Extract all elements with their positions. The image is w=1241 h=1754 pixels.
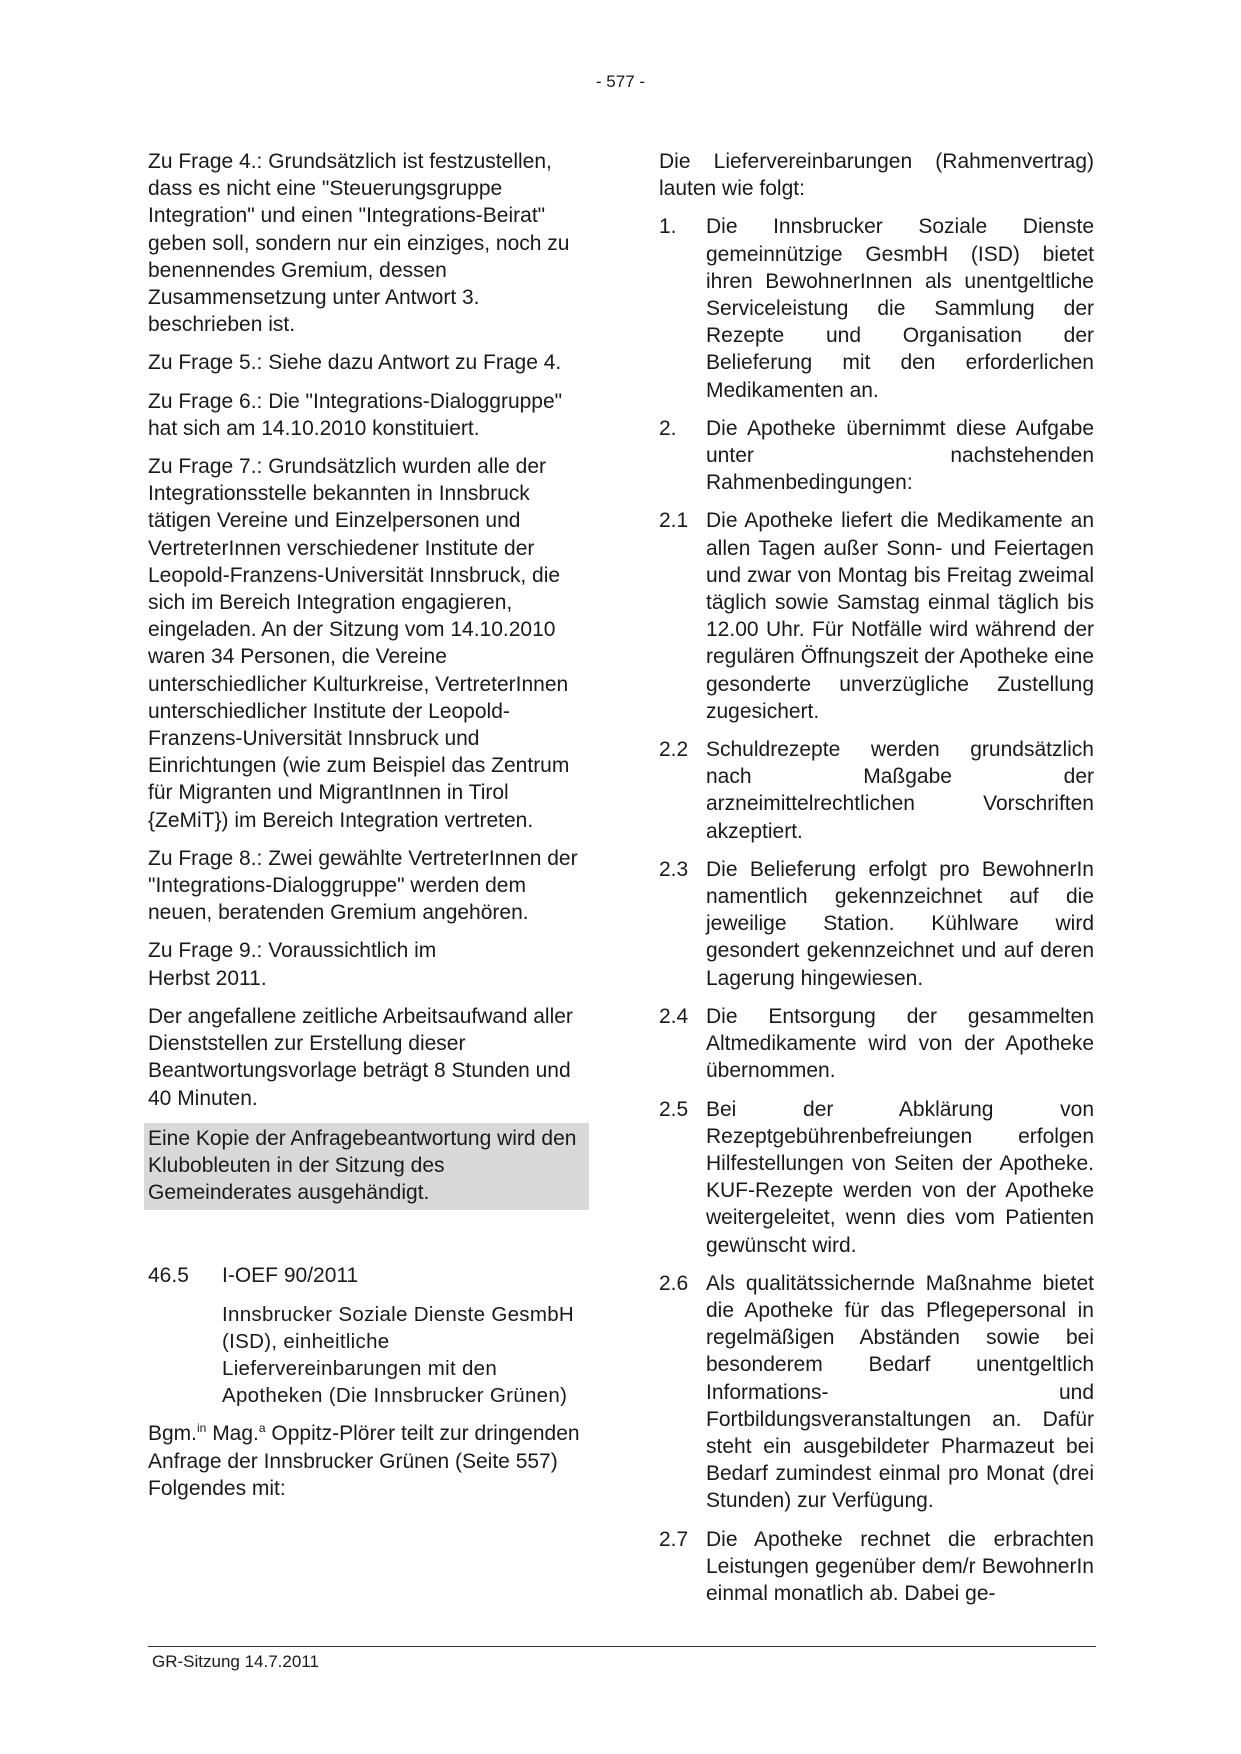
- speaker-mag-sup: a: [258, 1421, 266, 1436]
- speaker-title-sup: in: [197, 1421, 207, 1436]
- list-item-text: Die Entsorgung der gesammelten Altmedikamente wird von der Apotheke übernommen.: [706, 1004, 1094, 1083]
- left-column: [148, 148, 585, 1513]
- list-item-text: Als qualitätssichernde Maßnahme bietet die Apotheke für das Pflegepersonal in regelmäßigen Abständen sowie bei besonderem Bedarf unentgeltlich Informations- und Fortbildungsveranstaltungen an. Dafür steht ein ausgebildeter Pharmazeut bei Bedarf zumindest einmal pro Monat (drei Stunden) zur Verfügung.: [706, 1271, 1094, 1513]
- list-item-number: 2.3: [659, 857, 689, 881]
- list-item: [659, 1003, 1094, 1085]
- agenda-item-number: 46.5: [148, 1264, 189, 1288]
- list-item: [659, 1526, 1094, 1608]
- agreement-list: [659, 213, 1094, 1607]
- list-item-text: Die Apotheke liefert die Medikamente an allen Tagen außer Sonn- und Feiertagen und zwar von Montag bis Freitag zweimal täglich sowie Samstag einmal täglich bis 12.00 Uhr. Für Notfälle wird während der regulären Öffnungszeit der Apotheke eine gesonderte unverzügliche Zustellung zugesichert.: [706, 509, 1094, 723]
- list-item: [659, 1270, 1094, 1515]
- answer-frage-5: Zu Frage 5.: Siehe dazu Antwort zu Frage 4.: [148, 351, 562, 375]
- agreement-intro: Die Liefervereinbarungen (Rahmenvertrag) lauten wie folgt:: [659, 150, 1094, 201]
- answer-frage-4: Zu Frage 4.: Grundsätzlich ist festzustellen, dass es nicht eine "Steuerungsgruppe Integration" und einen "Integrations-Beirat" geben soll, sondern nur ein einziges, noch zu benennendes Gremium, dessen Zusammensetzung unter Antwort 3. beschrieben ist.: [148, 150, 570, 337]
- list-item: [659, 736, 1094, 845]
- speaker-mag: Mag.: [206, 1422, 259, 1446]
- list-item: [659, 415, 1094, 497]
- list-item: [659, 1096, 1094, 1259]
- footer-text: GR-Sitzung 14.7.2011: [152, 1652, 319, 1671]
- answer-frage-7: Zu Frage 7.: Grundsätzlich wurden alle der Integrationsstelle bekannten in Innsbruck tätigen Vereine und Einzelpersonen und VertreterInnen verschiedener Institute der Leopold-Franzens-Universität Innsbruck, die sich im Bereich Integration engagieren, eingeladen. An der Sitzung vom 14.10.2010 waren 34 Personen, die Vereine unterschiedlicher Kulturkreise, VertreterInnen unterschiedlicher Institute der Leopold-Franzens-Universität Innsbruck und Einrichtungen (wie zum Beispiel das Zentrum für Migranten und MigrantInnen in Tirol {ZeMiT}) im Bereich Integration vertreten.: [148, 455, 570, 832]
- list-item-text: Bei der Abklärung von Rezeptgebührenbefreiungen erfolgen Hilfestellungen von Seiten der Apotheke. KUF-Rezepte werden von der Apotheke weitergeleitet, wenn dies vom Patienten gewünscht wird.: [706, 1097, 1094, 1257]
- list-item-text: Die Innsbrucker Soziale Dienste gemeinnützige GesmbH (ISD) bietet ihren BewohnerInnen als unentgeltliche Serviceleistung die Sammlung der Rezepte und Organisation der Belieferung mit den erforderlichen Medikamenten an.: [706, 215, 1094, 402]
- agenda-item-title: Innsbrucker Soziale Dienste GesmbH (ISD), einheitliche Liefervereinbarungen mit den Apotheken (Die Innsbrucker Grünen): [222, 1302, 575, 1408]
- answer-frage-8: Zu Frage 8.: Zwei gewählte VertreterInnen der "Integrations-Dialoggruppe" werden dem neuen, beratenden Gremium angehören.: [148, 846, 578, 925]
- agenda-item-heading: [148, 1262, 585, 1289]
- list-item-number: 2.1: [659, 509, 689, 533]
- list-item-text: Schuldrezepte werden grundsätzlich nach Maßgabe der arzneimittelrechtlichen Vorschriften akzeptiert.: [706, 738, 1094, 843]
- list-item: [659, 856, 1094, 992]
- list-item-text: Die Apotheke rechnet die erbrachten Leistungen gegenüber dem/r BewohnerIn einmal monatlich ab. Dabei ge-: [706, 1527, 1094, 1605]
- answer-frage-9-line1: Zu Frage 9.: Voraussichtlich im: [148, 939, 437, 963]
- list-item-text: Die Belieferung erfolgt pro BewohnerIn namentlich gekennzeichnet auf die jeweilige Station. Kühlware wird gesondert gekennzeichnet und auf deren Lagerung hingewiesen.: [706, 857, 1094, 990]
- answer-frage-9: [148, 937, 585, 991]
- list-item-text: Die Apotheke übernimmt diese Aufgabe unter nachstehenden Rahmenbedingungen:: [706, 416, 1094, 495]
- list-item-number: 2.5: [659, 1097, 689, 1121]
- list-item: [659, 507, 1094, 725]
- speaker-text: Oppitz-Plörer teilt zur dringenden Anfrage der Innsbrucker Grünen (Seite 557) Folgendes mit:: [148, 1422, 580, 1500]
- list-item: [659, 213, 1094, 403]
- page-number: - 577 -: [595, 72, 646, 91]
- list-item-number: 2.6: [659, 1271, 689, 1295]
- list-item-number: 2.2: [659, 738, 689, 762]
- answer-frage-6: Zu Frage 6.: Die "Integrations-Dialoggruppe" hat sich am 14.10.2010 konstituiert.: [148, 389, 563, 440]
- answer-frage-9-line2: Herbst 2011.: [148, 966, 267, 990]
- right-column: [659, 148, 1094, 1618]
- agenda-item-code: I-OEF 90/2011: [222, 1264, 359, 1288]
- workload-paragraph: Der angefallene zeitliche Arbeitsaufwand aller Dienststellen zur Erstellung dieser Beantwortungsvorlage beträgt 8 Stunden und 40 Minuten.: [148, 1004, 573, 1110]
- highlighted-note: Eine Kopie der Anfragebeantwortung wird den Klubobleuten in der Sitzung des Gemeinderates ausgehändigt.: [144, 1123, 589, 1211]
- footer-divider: [148, 1646, 1096, 1647]
- list-item-number: 1.: [659, 215, 677, 239]
- speaker-paragraph: [148, 1420, 585, 1502]
- speaker-title: Bgm.: [148, 1422, 198, 1446]
- list-item-number: 2.7: [659, 1527, 689, 1551]
- list-item-number: 2.4: [659, 1004, 689, 1028]
- list-item-number: 2.: [659, 416, 677, 440]
